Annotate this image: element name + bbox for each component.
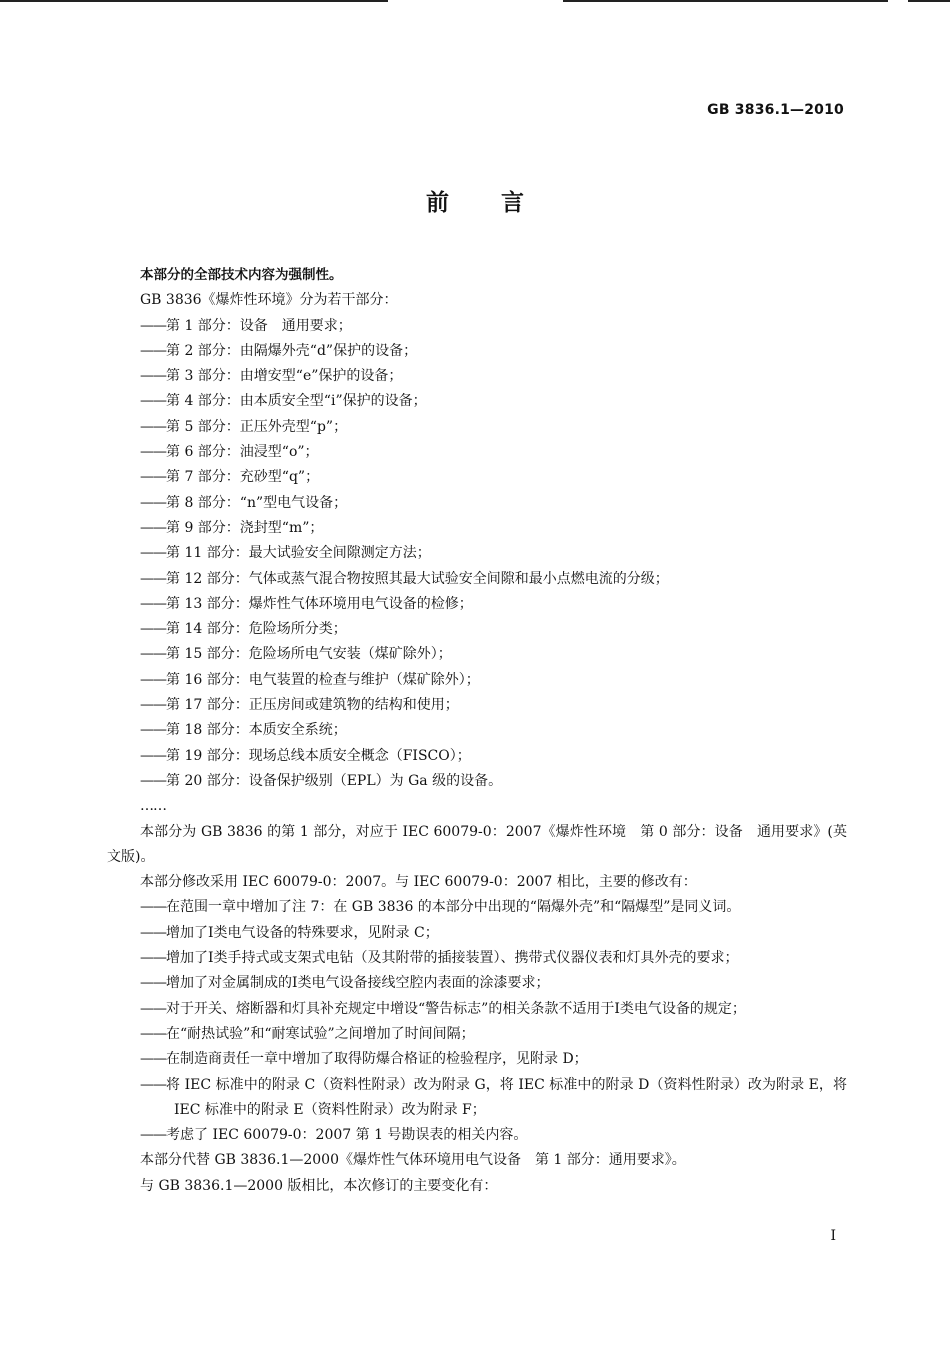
list-item: —— 第 9 部分：浇封型“m”； [107,516,847,541]
modifications-intro: 本部分修改采用 IEC 60079-0：2007。与 IEC 60079-0：2007 相比，主要的修改有： [140,874,697,891]
list-item: —— 对于开关、熔断器和灯具补充规定中增设“警告标志”的相关条款不适用于Ⅰ类电气设备的规定； [107,997,847,1022]
list-item: —— 第 3 部分：由增安型“e”保护的设备； [107,364,847,389]
document-body [107,263,847,1199]
list-item: —— 第 7 部分：充砂型“q”； [107,465,847,490]
page-title: 前言 [426,190,576,216]
list-item: —— 第 16 部分：电气装置的检查与维护（煤矿除外）； [107,668,847,693]
list-item: —— 在范围一章中增加了注 7：在 GB 3836 的本部分中出现的“隔爆外壳”和“隔爆型”是同义词。 [107,895,847,920]
list-item: —— 在制造商责任一章中增加了取得防爆合格证的检验程序，见附录 D； [107,1047,847,1072]
list-item: —— 第 5 部分：正压外壳型“p”； [107,415,847,440]
list-item: —— 增加了对金属制成的Ⅰ类电气设备接线空腔内表面的涂漆要求； [107,971,847,996]
header-rule-left [0,0,388,2]
list-item: —— 第 17 部分：正压房间或建筑物的结构和使用； [107,693,847,718]
list-item: —— 第 19 部分：现场总线本质安全概念（FISCO）； [107,744,847,769]
parts-intro: GB 3836《爆炸性环境》分为若干部分： [140,292,398,309]
list-item: —— 增加了Ⅰ类手持式或支架式电钻（及其附带的插接装置）、携带式仪器仪表和灯具外壳的要求； [107,946,847,971]
list-item: —— 将 IEC 标准中的附录 C（资料性附录）改为附录 G，将 IEC 标准中的附录 D（资料性附录）改为附录 E，将 IEC 标准中的附录 E（资料性附录）改为附录 F； [107,1073,847,1124]
list-item: —— 第 11 部分：最大试验安全间隙测定方法； [107,541,847,566]
parts-list [107,314,847,795]
ellipsis: …… [140,798,166,815]
list-item: —— 第 4 部分：由本质安全型“i”保护的设备； [107,389,847,414]
list-item: —— 第 13 部分：爆炸性气体环境用电气设备的检修； [107,592,847,617]
header-rule-middle [563,0,888,2]
page-number: I [830,1228,836,1244]
header-rule-right [908,0,950,2]
list-item: —— 增加了Ⅰ类电气设备的特殊要求，见附录 C； [107,921,847,946]
list-item: —— 第 8 部分：“n”型电气设备； [107,491,847,516]
list-item: —— 第 15 部分：危险场所电气安装（煤矿除外）； [107,642,847,667]
list-item: —— 第 6 部分：油浸型“o”； [107,440,847,465]
list-item: —— 考虑了 IEC 60079-0：2007 第 1 号勘误表的相关内容。 [107,1123,847,1148]
list-item: —— 第 14 部分：危险场所分类； [107,617,847,642]
list-item: —— 第 1 部分：设备 通用要求； [107,314,847,339]
correspondence-paragraph: 本部分为 GB 3836 的第 1 部分，对应于 IEC 60079-0：2007《爆炸性环境 第 0 部分：设备 通用要求》(英文版)。 [107,823,847,865]
modifications-list [107,895,847,1148]
list-item: —— 第 12 部分：气体或蒸气混合物按照其最大试验安全间隙和最小点燃电流的分级； [107,567,847,592]
list-item: —— 第 20 部分：设备保护级别（EPL）为 Ga 级的设备。 [107,769,847,794]
supersedes-paragraph: 本部分代替 GB 3836.1—2000《爆炸性气体环境用电气设备 第 1 部分：通用要求》。 [140,1152,686,1169]
standard-number: GB 3836.1—2010 [707,102,844,118]
mandatory-statement: 本部分的全部技术内容为强制性。 [140,267,343,283]
list-item: —— 第 2 部分：由隔爆外壳“d”保护的设备； [107,339,847,364]
list-item: —— 第 18 部分：本质安全系统； [107,718,847,743]
changes-intro: 与 GB 3836.1—2000 版相比，本次修订的主要变化有： [140,1177,498,1194]
list-item: —— 在“耐热试验”和“耐寒试验”之间增加了时间间隔； [107,1022,847,1047]
